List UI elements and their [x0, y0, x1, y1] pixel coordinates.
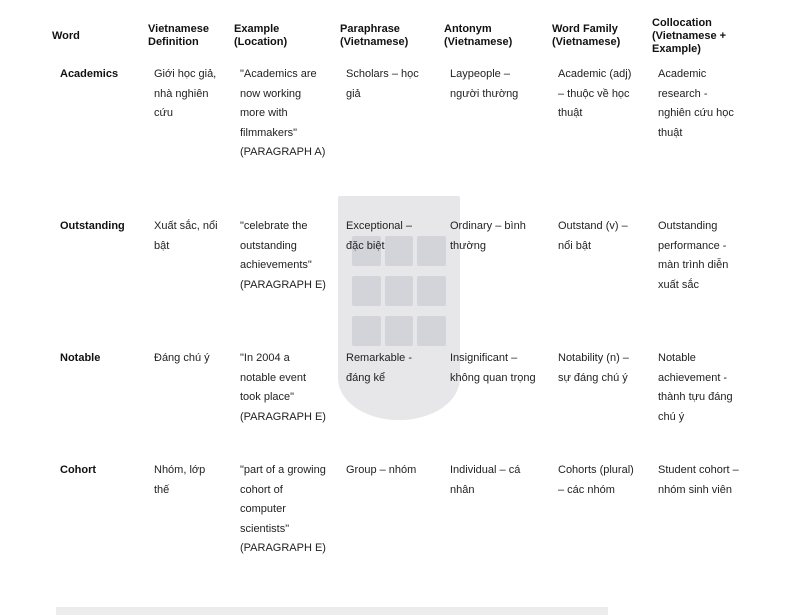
cell-collocation: Outstanding performance - màn trình diễn xuất sắc	[658, 220, 729, 291]
header-example: Example (Location)	[234, 23, 288, 48]
cell-example: "part of a growing cohort of computer scientists" (PARAGRAPH E)	[240, 464, 326, 554]
cell-antonym: Individual – cá nhân	[450, 464, 521, 496]
header-word-family: Word Family (Vietnamese)	[552, 23, 621, 48]
cell-definition: Đáng chú ý	[154, 352, 210, 364]
cell-example: "In 2004 a notable event took place" (PARAGRAPH E)	[240, 352, 326, 423]
cell-word-family: Notability (n) – sự đáng chú ý	[558, 352, 629, 384]
cell-example: "celebrate the outstanding achievements" (PARAGRAPH E)	[240, 220, 326, 291]
cell-collocation: Student cohort – nhóm sinh viên	[658, 464, 739, 496]
vocabulary-table	[48, 14, 748, 594]
table-row	[48, 342, 748, 454]
header-paraphrase: Paraphrase (Vietnamese)	[340, 23, 409, 48]
cell-definition: Nhóm, lớp thế	[154, 464, 206, 496]
cell-word: Cohort	[60, 464, 97, 476]
cell-definition: Giới học giả, nhà nghiên cứu	[154, 68, 217, 119]
cell-paraphrase: Scholars – học giả	[346, 68, 419, 100]
cell-collocation: Academic research - nghiên cứu học thuật	[658, 68, 734, 139]
cell-word-family: Cohorts (plural) – các nhóm	[558, 464, 634, 496]
cell-example: "Academics are now working more with filmmakers" (PARAGRAPH A)	[240, 68, 326, 158]
header-antonym: Antonym (Vietnamese)	[444, 23, 513, 48]
bottom-scroll-strip	[56, 607, 608, 615]
table-header-row	[48, 14, 748, 58]
cell-word-family: Outstand (v) – nổi bật	[558, 220, 628, 252]
cell-collocation: Notable achievement - thành tựu đáng chú ý	[658, 352, 733, 423]
cell-word-family: Academic (adj) – thuộc về học thuật	[558, 68, 632, 119]
cell-paraphrase: Remarkable - đáng kể	[346, 352, 413, 384]
table-row	[48, 210, 748, 342]
cell-antonym: Ordinary – bình thường	[450, 220, 526, 252]
header-collocation: Collocation (Vietnamese + Example)	[652, 16, 727, 55]
table-row	[48, 58, 748, 210]
cell-antonym: Insignificant – không quan trọng	[450, 352, 536, 384]
cell-definition: Xuất sắc, nổi bật	[154, 220, 218, 252]
cell-word: Academics	[60, 68, 119, 80]
cell-word: Notable	[60, 352, 101, 364]
cell-antonym: Laypeople – người thường	[450, 68, 519, 100]
header-vietnamese-definition: Vietnamese Definition	[148, 23, 209, 48]
header-word: Word	[52, 29, 80, 42]
table-row	[48, 454, 748, 594]
cell-paraphrase: Exceptional – đặc biệt	[346, 220, 413, 252]
cell-word: Outstanding	[60, 220, 125, 232]
cell-paraphrase: Group – nhóm	[346, 464, 417, 476]
